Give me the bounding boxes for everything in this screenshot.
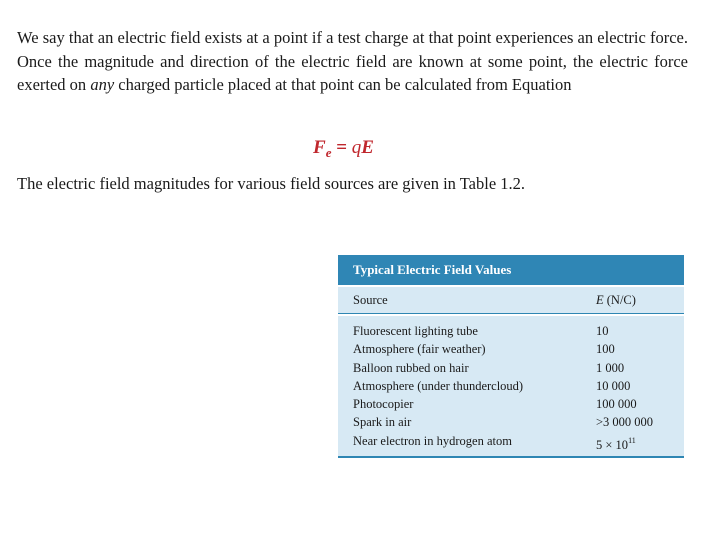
intro-text-part1: We say that an electric field exists at a point if a test charge at that point experiences an electric force. Once the magnitude and direction of the electric field are known at some point, the electric force exerted on: [17, 28, 688, 94]
equation-force-symbol: F: [313, 137, 326, 158]
row-source: Atmosphere (fair weather): [353, 342, 486, 357]
row-source: Balloon rubbed on hair: [353, 360, 469, 375]
table-title: Typical Electric Field Values: [338, 255, 684, 287]
header-field-symbol: E: [596, 293, 604, 307]
table-row: [338, 322, 684, 340]
row-source: Atmosphere (under thundercloud): [353, 378, 524, 393]
electric-field-table: [338, 255, 684, 458]
equation-field-symbol: E: [361, 137, 374, 158]
intro-emphasis: any: [90, 75, 115, 94]
intro-paragraph: [17, 26, 688, 97]
table-row: [338, 340, 684, 358]
row-value-exponent: 11: [628, 435, 636, 445]
header-field-unit: (N/C): [603, 293, 636, 307]
intro-text-part2: charged particle placed at that point can be calculated from Equation: [114, 75, 572, 94]
table-row: [338, 432, 684, 450]
row-value: >3 000 000: [596, 415, 654, 430]
equation-equals: =: [331, 137, 352, 158]
table-row: [338, 395, 684, 413]
row-value: [596, 432, 636, 454]
force-equation: [313, 137, 374, 161]
equation-force-subscript: e: [325, 145, 332, 160]
table-body: [338, 314, 684, 456]
table-header-row: [338, 287, 684, 314]
row-value-mantissa: 5 × 10: [596, 437, 629, 452]
row-value: 100: [596, 342, 615, 357]
row-source: Spark in air: [353, 415, 412, 430]
table-row: [338, 359, 684, 377]
row-value: 10 000: [596, 378, 631, 393]
row-value: 1 000: [596, 360, 625, 375]
table-row: [338, 413, 684, 431]
header-source: Source: [353, 293, 388, 307]
row-value: 100 000: [596, 397, 637, 412]
equation-charge-symbol: q: [351, 137, 362, 158]
row-value: 10: [596, 324, 609, 338]
row-source: Near electron in hydrogen atom: [353, 433, 512, 448]
header-field-value: [596, 287, 636, 313]
row-source: Fluorescent lighting tube: [353, 324, 478, 338]
table-reference-paragraph: The electric field magnitudes for various field sources are given in Table 1.2.: [17, 174, 526, 193]
row-source: Photocopier: [353, 397, 414, 412]
table-row: [338, 377, 684, 395]
